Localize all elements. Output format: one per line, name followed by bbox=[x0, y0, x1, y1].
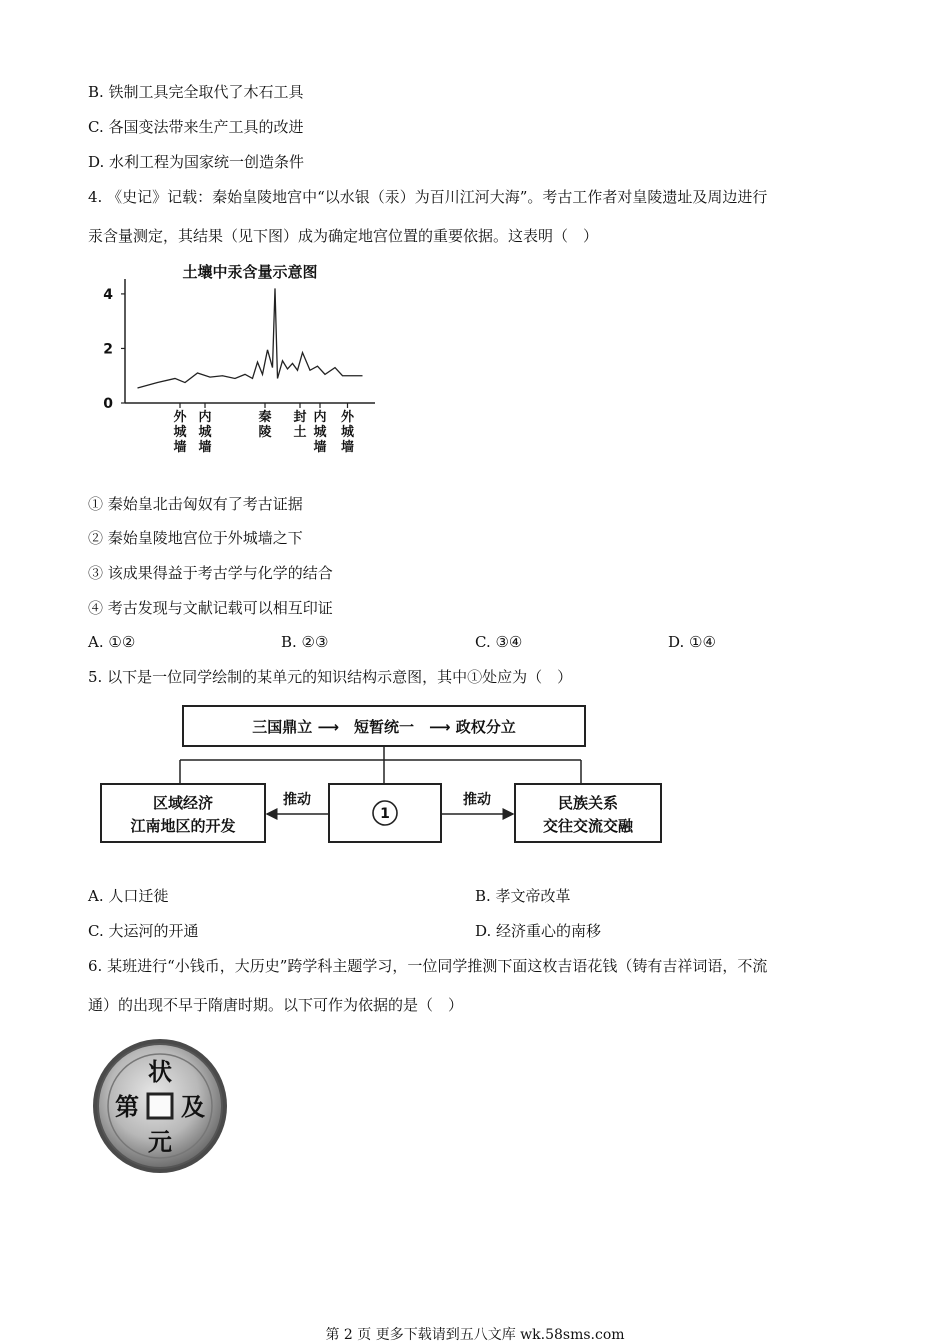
q3-option-d: D. 水利工程为国家统一创造条件 bbox=[88, 153, 305, 171]
coin-char-bottom: 元 bbox=[148, 1128, 172, 1156]
q4-statement-1: ① 秦始皇北击匈奴有了考古证据 bbox=[88, 495, 303, 513]
q5-option-b: B. 孝文帝改革 bbox=[475, 887, 571, 905]
q4-statement-3: ③ 该成果得益于考古学与化学的结合 bbox=[88, 564, 333, 582]
arrow-right-label: 推动 bbox=[463, 792, 491, 808]
coin-char-right: 及 bbox=[181, 1093, 205, 1121]
chart-y-tick-label: 4 bbox=[103, 286, 113, 303]
q3-option-c: C. 各国变法带来生产工具的改进 bbox=[88, 118, 304, 136]
q4-option-d: D. ①④ bbox=[668, 633, 716, 651]
top-box-text: 三国鼎立 ⟶ 短暂统一 ⟶ 政权分立 bbox=[252, 718, 516, 736]
knowledge-structure-diagram bbox=[95, 700, 675, 850]
chart-y-tick-label: 2 bbox=[103, 341, 113, 358]
coin-char-left: 第 bbox=[115, 1093, 139, 1121]
chart-axes bbox=[125, 279, 375, 403]
chart-x-labels bbox=[173, 403, 355, 455]
q3-option-b: B. 铁制工具完全取代了木石工具 bbox=[88, 83, 304, 101]
q5-option-c: C. 大运河的开通 bbox=[88, 922, 199, 940]
left-box-line2: 江南地区的开发 bbox=[130, 817, 236, 835]
arrow-left-label: 推动 bbox=[283, 792, 311, 808]
q5-option-a: A. 人口迁徙 bbox=[88, 887, 169, 905]
coin-char-top: 状 bbox=[148, 1058, 172, 1086]
q4-stem-line1: 4. 《史记》记载：秦始皇陵地宫中“以水银（汞）为百川江河大海”。考古工作者对皇陵遗址及周边进行 bbox=[88, 188, 768, 206]
chart-y-ticks bbox=[103, 287, 125, 412]
chart-x-label: 外城墙 bbox=[340, 410, 355, 455]
q6-stem-line2: 通）的出现不早于隋唐时期。以下可作为依据的是（ ） bbox=[88, 996, 464, 1014]
chart-series-line bbox=[138, 288, 363, 388]
center-box-number: 1 bbox=[380, 806, 390, 822]
q4-statement-4: ④ 考古发现与文献记载可以相互印证 bbox=[88, 599, 333, 617]
chart-y-tick-label: 0 bbox=[103, 396, 113, 412]
q4-option-c: C. ③④ bbox=[475, 633, 523, 651]
right-box-line1: 民族关系 bbox=[557, 794, 619, 812]
q5-stem: 5. 以下是一位同学绘制的某单元的知识结构示意图，其中①处应为（ ） bbox=[88, 668, 573, 686]
q4-stem-line2: 汞含量测定，其结果（见下图）成为确定地宫位置的重要依据。这表明（ ） bbox=[88, 227, 599, 245]
q4-option-a: A. ①② bbox=[88, 633, 136, 651]
chart-title: 土壤中汞含量示意图 bbox=[182, 263, 318, 281]
left-box-line1: 区域经济 bbox=[152, 794, 214, 812]
q4-statement-2: ② 秦始皇陵地宫位于外城墙之下 bbox=[88, 529, 303, 547]
mercury-chart bbox=[95, 255, 395, 460]
chart-x-label: 外城墙 bbox=[173, 410, 187, 455]
chart-x-label: 秦陵 bbox=[258, 410, 272, 440]
right-box-line2: 交往交流交融 bbox=[542, 817, 634, 835]
q5-option-d: D. 经济重心的南移 bbox=[475, 922, 602, 940]
page-footer: 第 2 页 更多下载请到五八文库 wk.58sms.com bbox=[325, 1327, 625, 1343]
coin-image bbox=[90, 1036, 230, 1176]
q6-stem-line1: 6. 某班进行“小钱币，大历史”跨学科主题学习，一位同学推测下面这枚吉语花钱（铸有吉祥词语，不流 bbox=[88, 957, 768, 975]
chart-x-label: 内城墙 bbox=[198, 410, 212, 455]
chart-x-label: 封土 bbox=[293, 410, 307, 440]
chart-x-label: 内城墙 bbox=[313, 410, 327, 455]
q4-option-b: B. ②③ bbox=[281, 633, 329, 651]
